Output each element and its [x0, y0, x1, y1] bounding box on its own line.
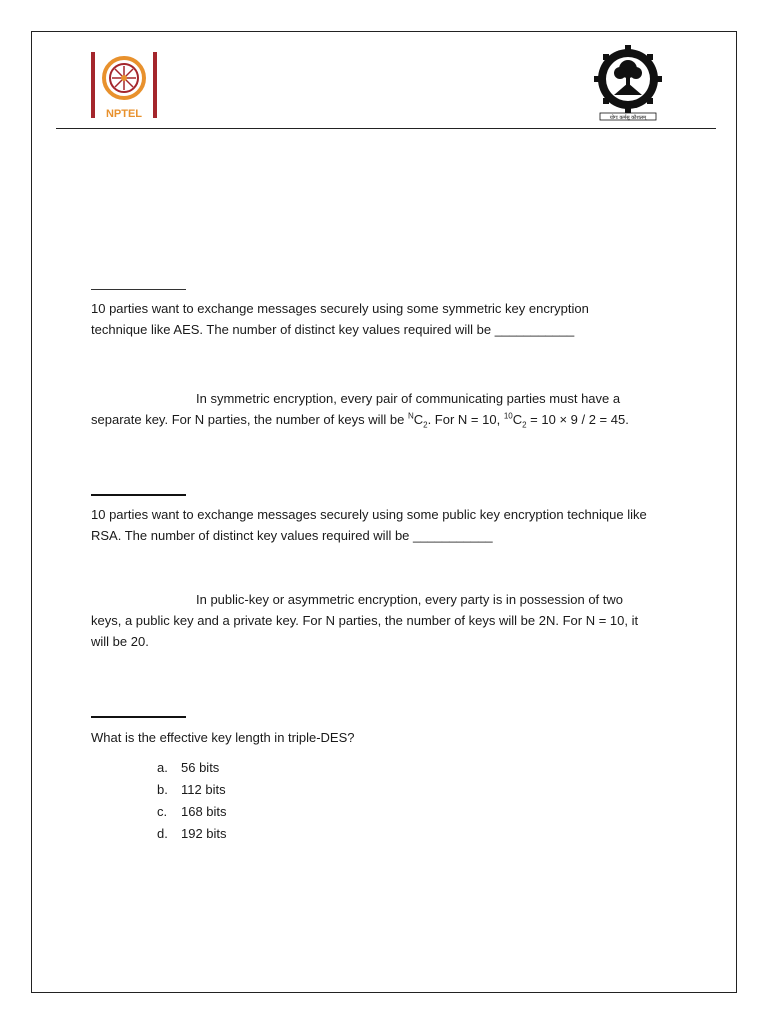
question-2-marker-line: [91, 494, 186, 496]
question-1-line-1: 10 parties want to exchange messages securely using some symmetric key encryption: [91, 301, 589, 316]
question-1-text: [91, 298, 691, 340]
seal-motto: योगः कर्मसु कौशलम्: [609, 115, 647, 121]
iit-seal-logo: [594, 45, 662, 121]
question-2-line-1: 10 parties want to exchange messages securely using some public key encryption technique like: [91, 507, 647, 522]
question-2-solution: [91, 589, 691, 652]
question-1-marker-line: [91, 289, 186, 290]
solution-2-line-1: In public-key or asymmetric encryption, every party is in possession of two: [196, 592, 624, 607]
solution-2-line-3: will be 20.: [91, 634, 149, 649]
option-b[interactable]: b. 112 bits: [157, 782, 226, 797]
question-3-options: [157, 757, 227, 845]
question-2-text: [91, 504, 691, 546]
solution-1-line-1: In symmetric encryption, every pair of communicating parties must have a: [196, 391, 621, 406]
option-c[interactable]: c. 168 bits: [157, 804, 227, 819]
question-1-line-2: technique like AES. The number of distinct key values required will be ___________: [91, 322, 575, 337]
solution-1-line-2: separate key. For N parties, the number of keys will be $^NC_2$. For N = 10, $^{10}C_2 = 10 \times 9 / 2 = 45$.: [91, 411, 629, 430]
header-divider: [56, 128, 716, 129]
solution-2-line-2: keys, a public key and a private key. For N parties, the number of keys will be 2N. For N = 10, it: [91, 613, 639, 628]
question-1-solution: [91, 388, 691, 430]
question-3-text: What is the effective key length in triple-DES?: [91, 730, 355, 745]
option-a[interactable]: a. 56 bits: [157, 760, 220, 775]
nptel-logo-text: NPTEL: [105, 108, 143, 120]
nptel-logo: [91, 50, 161, 122]
option-d[interactable]: d. 192 bits: [157, 826, 227, 841]
question-3-marker-line: [91, 716, 186, 718]
question-2-line-2: RSA. The number of distinct key values required will be ___________: [91, 528, 493, 543]
